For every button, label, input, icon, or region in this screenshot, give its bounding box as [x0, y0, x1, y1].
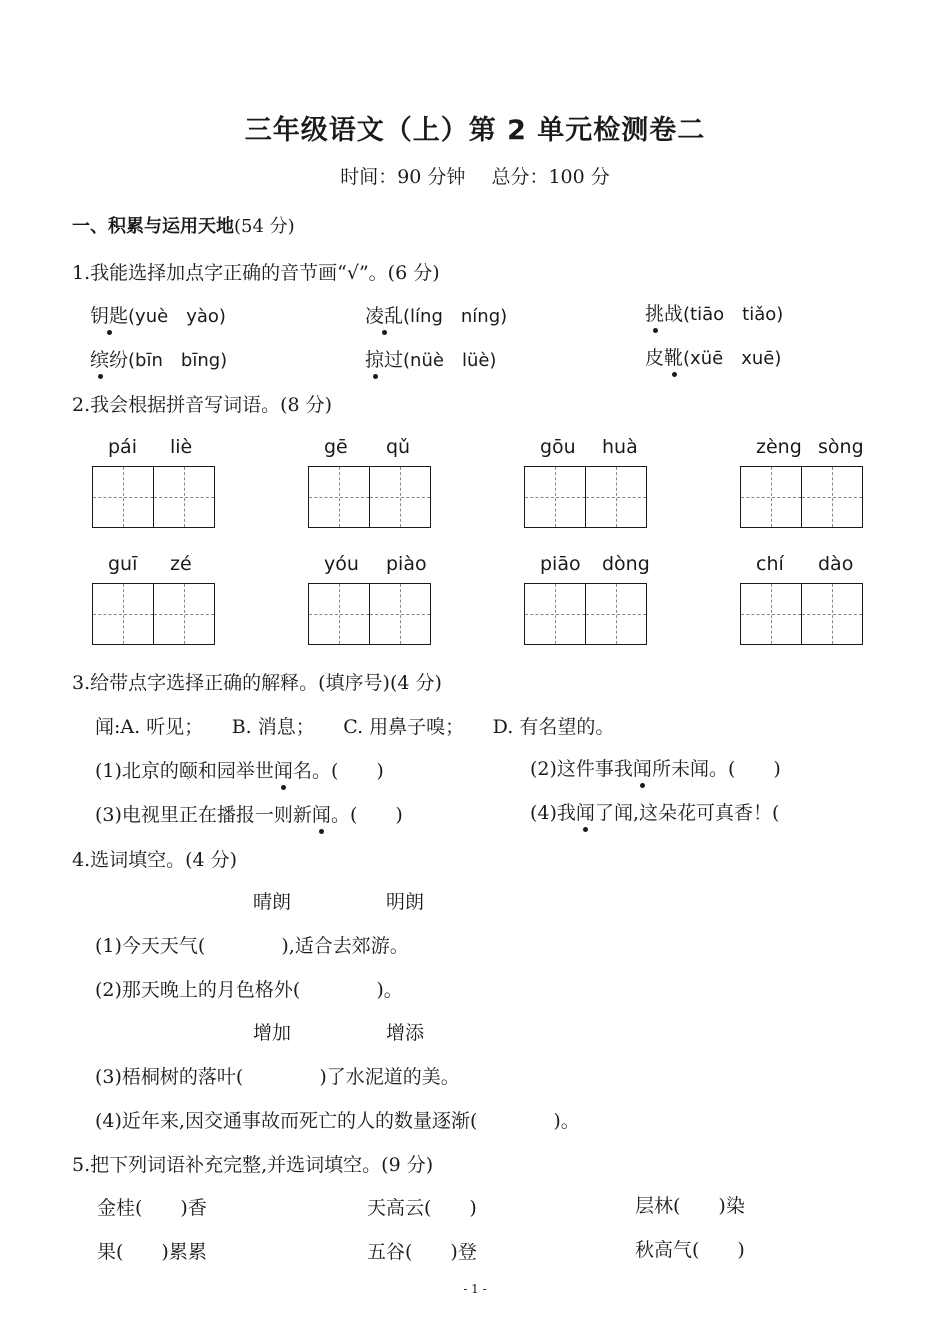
grid-cell[interactable] [369, 466, 431, 528]
q3-s3-post: 。( ) [330, 804, 403, 826]
q1-item [645, 299, 783, 326]
q2-writing-grid[interactable] [92, 466, 215, 528]
q2-pinyin-2: sòng [818, 436, 864, 458]
q4-prompt: 4.选词填空。(4 分) [72, 849, 238, 871]
q1-item [365, 301, 507, 328]
q5-item: 层林( )染 [635, 1195, 745, 1217]
q1-item-pinyin: (tiāo tiǎo) [683, 304, 784, 325]
q1-item [90, 345, 227, 372]
grid-cell[interactable] [524, 466, 586, 528]
grid-cell[interactable] [153, 583, 215, 645]
q5-item: 金桂( )香 [97, 1197, 207, 1219]
q2-writing-grid[interactable] [308, 583, 431, 645]
q3-s4-dot: 闻 [575, 802, 595, 824]
q3-s1-pre: (1)北京的颐和园举世 [95, 760, 274, 782]
grid-cell[interactable] [153, 466, 215, 528]
q1-item-post: 纷 [109, 349, 129, 371]
section-score: (54 分) [234, 216, 295, 237]
q5-item: 天高云( ) [367, 1197, 477, 1219]
grid-cell[interactable] [308, 466, 370, 528]
q3-prompt: 3.给带点字选择正确的解释。(填序号)(4 分) [72, 672, 442, 694]
exam-total: 总分：100 分 [491, 166, 610, 188]
grid-cell[interactable] [524, 583, 586, 645]
q2-pinyin-1: gē [324, 436, 348, 458]
q1-item-pre: 钥 [90, 305, 110, 327]
grid-cell[interactable] [740, 466, 802, 528]
q1-item-dotted-char: 挑 [645, 303, 665, 325]
q4-sentence-2: (2)那天晚上的月色格外( )。 [95, 979, 403, 1001]
q2-pinyin-1: zèng [756, 436, 802, 458]
q1-item-pinyin: (nüè lüè) [403, 350, 497, 371]
q2-pinyin-2: zé [170, 553, 192, 575]
q4-sentence-4: (4)近年来,因交通事故而死亡的人的数量逐渐( )。 [95, 1110, 580, 1132]
q1-item-dotted-char: 缤 [90, 349, 110, 371]
q3-s1-dot: 闻 [273, 760, 293, 782]
section-heading [72, 212, 295, 238]
q3-s3-pre: (3)电视里正在播报一则新 [95, 804, 312, 826]
q3-sentence-4 [530, 798, 779, 825]
q1-item-post: 战 [664, 303, 684, 325]
q1-item-dotted-char: 靴 [664, 347, 684, 369]
q5-item: 五谷( )登 [367, 1241, 477, 1263]
q1-item-post: 过 [384, 349, 404, 371]
grid-cell[interactable] [92, 583, 154, 645]
q1-item-pinyin: (líng níng) [403, 306, 508, 327]
q1-prompt: 1.我能选择加点字正确的音节画“√”。(6 分) [72, 262, 440, 284]
q3-sentence-2 [530, 754, 781, 781]
grid-cell[interactable] [308, 583, 370, 645]
q2-pinyin-2: qǔ [386, 436, 411, 458]
q2-pinyin-1: pái [108, 436, 137, 458]
q3-s4-post: 了闻,这朵花可真香！( [594, 802, 780, 824]
grid-cell[interactable] [801, 466, 863, 528]
q1-item-dotted-char: 掠 [365, 349, 385, 371]
grid-cell[interactable] [369, 583, 431, 645]
q2-pinyin-1: gōu [540, 436, 576, 458]
q2-pinyin-1: guī [108, 553, 138, 575]
q5-prompt: 5.把下列词语补充完整,并选词填空。(9 分) [72, 1154, 434, 1176]
q2-writing-grid[interactable] [308, 466, 431, 528]
grid-cell[interactable] [740, 583, 802, 645]
q2-pinyin-2: liè [170, 436, 193, 458]
exam-time: 时间：90 分钟 [340, 166, 466, 188]
q3-s2-post: 所未闻。( ) [651, 758, 781, 780]
grid-cell[interactable] [92, 466, 154, 528]
q2-pinyin-2: dòng [602, 553, 650, 575]
q2-pinyin-2: piào [386, 553, 427, 575]
grid-cell[interactable] [801, 583, 863, 645]
page-number: - 1 - [463, 1282, 487, 1296]
section-label: 一、积累与运用天地 [72, 216, 234, 237]
q3-s2-pre: (2)这件事我 [530, 758, 633, 780]
q2-pinyin-1: piāo [540, 553, 581, 575]
q4-word-1: 晴朗 [253, 891, 292, 913]
q1-item [90, 301, 226, 328]
q3-s1-post: 名。( ) [292, 760, 384, 782]
q2-writing-grid[interactable] [524, 583, 647, 645]
q3-sentence-1 [95, 756, 384, 783]
q4-word-2: 明朗 [386, 891, 425, 913]
q4-sentence-1: (1)今天天气( ),适合去郊游。 [95, 935, 409, 957]
q1-item-pre: 凌 [365, 305, 385, 327]
q2-writing-grid[interactable] [92, 583, 215, 645]
q2-writing-grid[interactable] [524, 466, 647, 528]
q3-s3-dot: 闻 [311, 804, 331, 826]
q2-prompt: 2.我会根据拼音写词语。(8 分) [72, 394, 333, 416]
q1-item-pinyin: (yuè yào) [128, 306, 226, 327]
q2-pinyin-1: yóu [324, 553, 359, 575]
q2-writing-grid[interactable] [740, 466, 863, 528]
q3-sentence-3 [95, 800, 403, 827]
q4-word-4: 增添 [386, 1022, 425, 1044]
exam-meta [0, 162, 950, 189]
grid-cell[interactable] [585, 466, 647, 528]
q2-pinyin-1: chí [756, 553, 784, 575]
q3-s4-pre: (4)我 [530, 802, 576, 824]
q1-item-pre: 皮 [645, 347, 665, 369]
q1-item-pinyin: (xüē xuē) [683, 348, 782, 369]
q1-item-post: 乱 [384, 305, 404, 327]
q1-item [645, 343, 781, 370]
q3-options: 闻:A. 听见； B. 消息； C. 用鼻子嗅； D. 有名望的。 [95, 716, 615, 738]
q2-pinyin-2: huà [602, 436, 638, 458]
q2-writing-grid[interactable] [740, 583, 863, 645]
q1-item-pinyin: (bīn bīng) [128, 350, 228, 371]
q5-item: 果( )累累 [97, 1241, 207, 1263]
q1-item-post: 匙 [109, 305, 129, 327]
page-title: 三年级语文（上）第 2 单元检测卷二 [244, 115, 706, 146]
q2-pinyin-2: dào [818, 553, 854, 575]
grid-cell[interactable] [585, 583, 647, 645]
q3-s2-dot: 闻 [632, 758, 652, 780]
q4-sentence-3: (3)梧桐树的落叶( )了水泥道的美。 [95, 1066, 460, 1088]
q5-item: 秋高气( ) [635, 1239, 745, 1261]
q1-item [365, 345, 496, 372]
q4-word-3: 增加 [253, 1022, 292, 1044]
